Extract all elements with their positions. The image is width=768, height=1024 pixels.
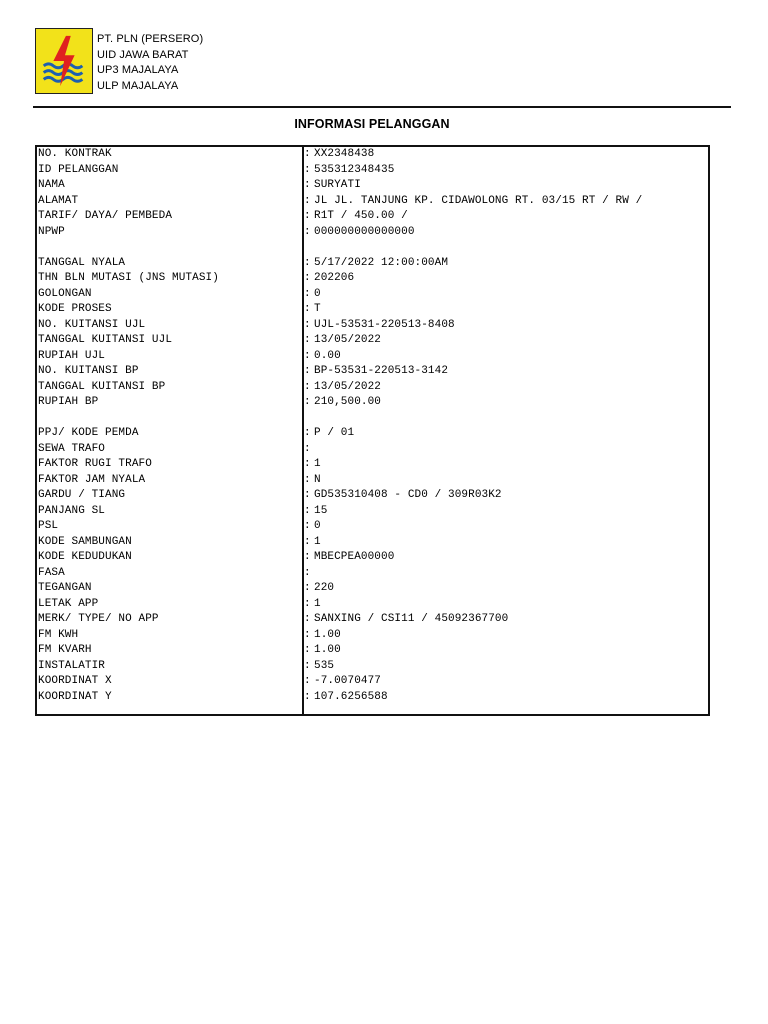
field-label: NO. KONTRAK (38, 148, 112, 160)
customer-info-rows (38, 147, 703, 705)
field-label: TARIF/ DAYA/ PEMBEDA (38, 210, 173, 222)
table-row (38, 240, 703, 256)
field-label: KOORDINAT Y (38, 690, 112, 703)
header-divider (33, 106, 731, 108)
field-value: SURYATI (314, 179, 361, 191)
field-separator: : (304, 489, 311, 501)
table-row (38, 271, 703, 287)
field-label: TANGGAL NYALA (38, 256, 126, 269)
field-separator: : (304, 675, 311, 687)
field-label: NO. KUITANSI BP (38, 365, 139, 377)
field-label: FAKTOR JAM NYALA (38, 473, 146, 486)
field-label: KODE PROSES (38, 303, 112, 315)
table-row (38, 364, 703, 380)
table-row (38, 535, 703, 551)
field-value: 1 (314, 458, 321, 470)
table-row (38, 566, 703, 582)
table-row (38, 395, 703, 411)
field-label: FASA (38, 566, 65, 579)
field-label: RUPIAH BP (38, 396, 99, 408)
table-row (38, 287, 703, 303)
field-separator: : (304, 520, 311, 532)
field-label: ID PELANGGAN (38, 163, 119, 176)
table-row (38, 209, 703, 225)
field-separator: : (304, 256, 311, 269)
field-label: SEWA TRAFO (38, 442, 106, 455)
field-value: 0 (314, 287, 321, 300)
field-separator: : (304, 287, 311, 300)
field-separator: : (304, 163, 311, 176)
field-label: FM KVARH (38, 644, 92, 656)
field-value: XX2348438 (314, 148, 375, 160)
table-row (38, 147, 703, 163)
company-unit-uid: UID JAWA BARAT (97, 48, 189, 61)
field-label: KOORDINAT X (38, 675, 112, 687)
field-label: GOLONGAN (38, 287, 92, 300)
field-value: JL JL. TANJUNG KP. CIDAWOLONG RT. 03/15 RT / RW / (314, 194, 643, 207)
table-row (38, 349, 703, 365)
field-separator: : (304, 334, 311, 346)
table-row (38, 488, 703, 504)
field-label: TANGGAL KUITANSI UJL (38, 334, 173, 346)
field-value: UJL-53531-220513-8408 (314, 318, 455, 331)
field-value: 1.00 (314, 644, 341, 656)
field-separator: : (304, 365, 311, 377)
table-row (38, 411, 703, 427)
page-title: INFORMASI PELANGGAN (294, 117, 450, 131)
table-row (38, 659, 703, 675)
field-label: TEGANGAN (38, 582, 92, 594)
field-label: NO. KUITANSI UJL (38, 318, 146, 331)
field-separator: : (304, 272, 311, 284)
field-separator: : (304, 148, 311, 160)
table-row (38, 380, 703, 396)
field-value: 13/05/2022 (314, 334, 382, 346)
table-row (38, 318, 703, 334)
table-row (38, 256, 703, 272)
field-value: 107.6256588 (314, 690, 388, 703)
field-value: 1.00 (314, 628, 341, 641)
table-row (38, 163, 703, 179)
pln-logo-icon (35, 28, 93, 94)
field-value: MBECPEA00000 (314, 551, 395, 563)
field-value: R1T / 450.00 / (314, 210, 408, 222)
field-label: PPJ/ KODE PEMDA (38, 427, 139, 439)
field-separator: : (304, 194, 311, 207)
field-label: NAMA (38, 179, 65, 191)
field-separator: : (304, 628, 311, 641)
field-separator: : (304, 303, 311, 315)
company-name: PT. PLN (PERSERO) (97, 33, 204, 45)
field-value: 535 (314, 659, 335, 672)
field-value: T (314, 303, 321, 315)
table-row (38, 519, 703, 535)
field-separator: : (304, 210, 311, 222)
table-row (38, 597, 703, 613)
field-value: 1 (314, 597, 321, 610)
field-label: ALAMAT (38, 194, 79, 207)
table-row (38, 333, 703, 349)
field-label: KODE KEDUDUKAN (38, 551, 132, 563)
field-value: BP-53531-220513-3142 (314, 365, 449, 377)
table-row (38, 550, 703, 566)
field-separator: : (304, 225, 311, 238)
field-separator: : (304, 504, 311, 517)
table-row (38, 643, 703, 659)
field-value: 0.00 (314, 349, 341, 362)
field-separator: : (304, 551, 311, 563)
field-label: RUPIAH UJL (38, 349, 106, 362)
table-row (38, 426, 703, 442)
field-value: 0 (314, 520, 321, 532)
company-unit-ulp: ULP MAJALAYA (97, 79, 179, 92)
field-separator: : (304, 535, 311, 548)
table-row (38, 225, 703, 241)
field-value: -7.0070477 (314, 675, 382, 687)
field-label: GARDU / TIANG (38, 489, 126, 501)
table-row (38, 581, 703, 597)
field-value: 535312348435 (314, 163, 395, 176)
table-row (38, 674, 703, 690)
table-row (38, 504, 703, 520)
field-separator: : (304, 613, 311, 625)
table-row (38, 457, 703, 473)
table-row (38, 628, 703, 644)
field-value: GD535310408 - CD0 / 309R03K2 (314, 489, 502, 501)
table-row (38, 473, 703, 489)
company-unit-up3: UP3 MAJALAYA (97, 64, 179, 76)
field-label: MERK/ TYPE/ NO APP (38, 613, 159, 625)
field-separator: : (304, 318, 311, 331)
field-separator: : (304, 396, 311, 408)
field-separator: : (304, 566, 311, 579)
field-value: 000000000000000 (314, 225, 415, 238)
table-row (38, 302, 703, 318)
field-separator: : (304, 659, 311, 672)
field-separator: : (304, 690, 311, 703)
field-separator: : (304, 179, 311, 191)
company-info (97, 32, 203, 94)
field-label: INSTALATIR (38, 659, 106, 672)
field-separator: : (304, 644, 311, 656)
field-label: FM KWH (38, 628, 79, 641)
field-value: N (314, 473, 321, 486)
field-separator: : (304, 597, 311, 610)
field-separator: : (304, 473, 311, 486)
field-value: 1 (314, 535, 321, 548)
field-value: 210,500.00 (314, 396, 382, 408)
table-row (38, 194, 703, 210)
field-value: 15 (314, 504, 328, 517)
field-separator: : (304, 458, 311, 470)
field-label: LETAK APP (38, 597, 99, 610)
field-label: THN BLN MUTASI (JNS MUTASI) (38, 272, 219, 284)
table-row (38, 612, 703, 628)
field-label: NPWP (38, 225, 65, 238)
field-value: 202206 (314, 272, 355, 284)
field-value: 5/17/2022 12:00:00AM (314, 256, 449, 269)
field-label: PANJANG SL (38, 504, 106, 517)
field-label: TANGGAL KUITANSI BP (38, 380, 166, 393)
field-label: KODE SAMBUNGAN (38, 535, 132, 548)
field-separator: : (304, 349, 311, 362)
field-separator: : (304, 582, 311, 594)
table-row (38, 690, 703, 706)
field-value: 220 (314, 582, 335, 594)
field-label: PSL (38, 520, 59, 532)
field-value: P / 01 (314, 427, 355, 439)
field-separator: : (304, 380, 311, 393)
table-row (38, 178, 703, 194)
field-separator: : (304, 442, 311, 455)
field-value: 13/05/2022 (314, 380, 382, 393)
table-row (38, 442, 703, 458)
field-separator: : (304, 427, 311, 439)
field-value: SANXING / CSI11 / 45092367700 (314, 613, 509, 625)
field-label: FAKTOR RUGI TRAFO (38, 458, 152, 470)
